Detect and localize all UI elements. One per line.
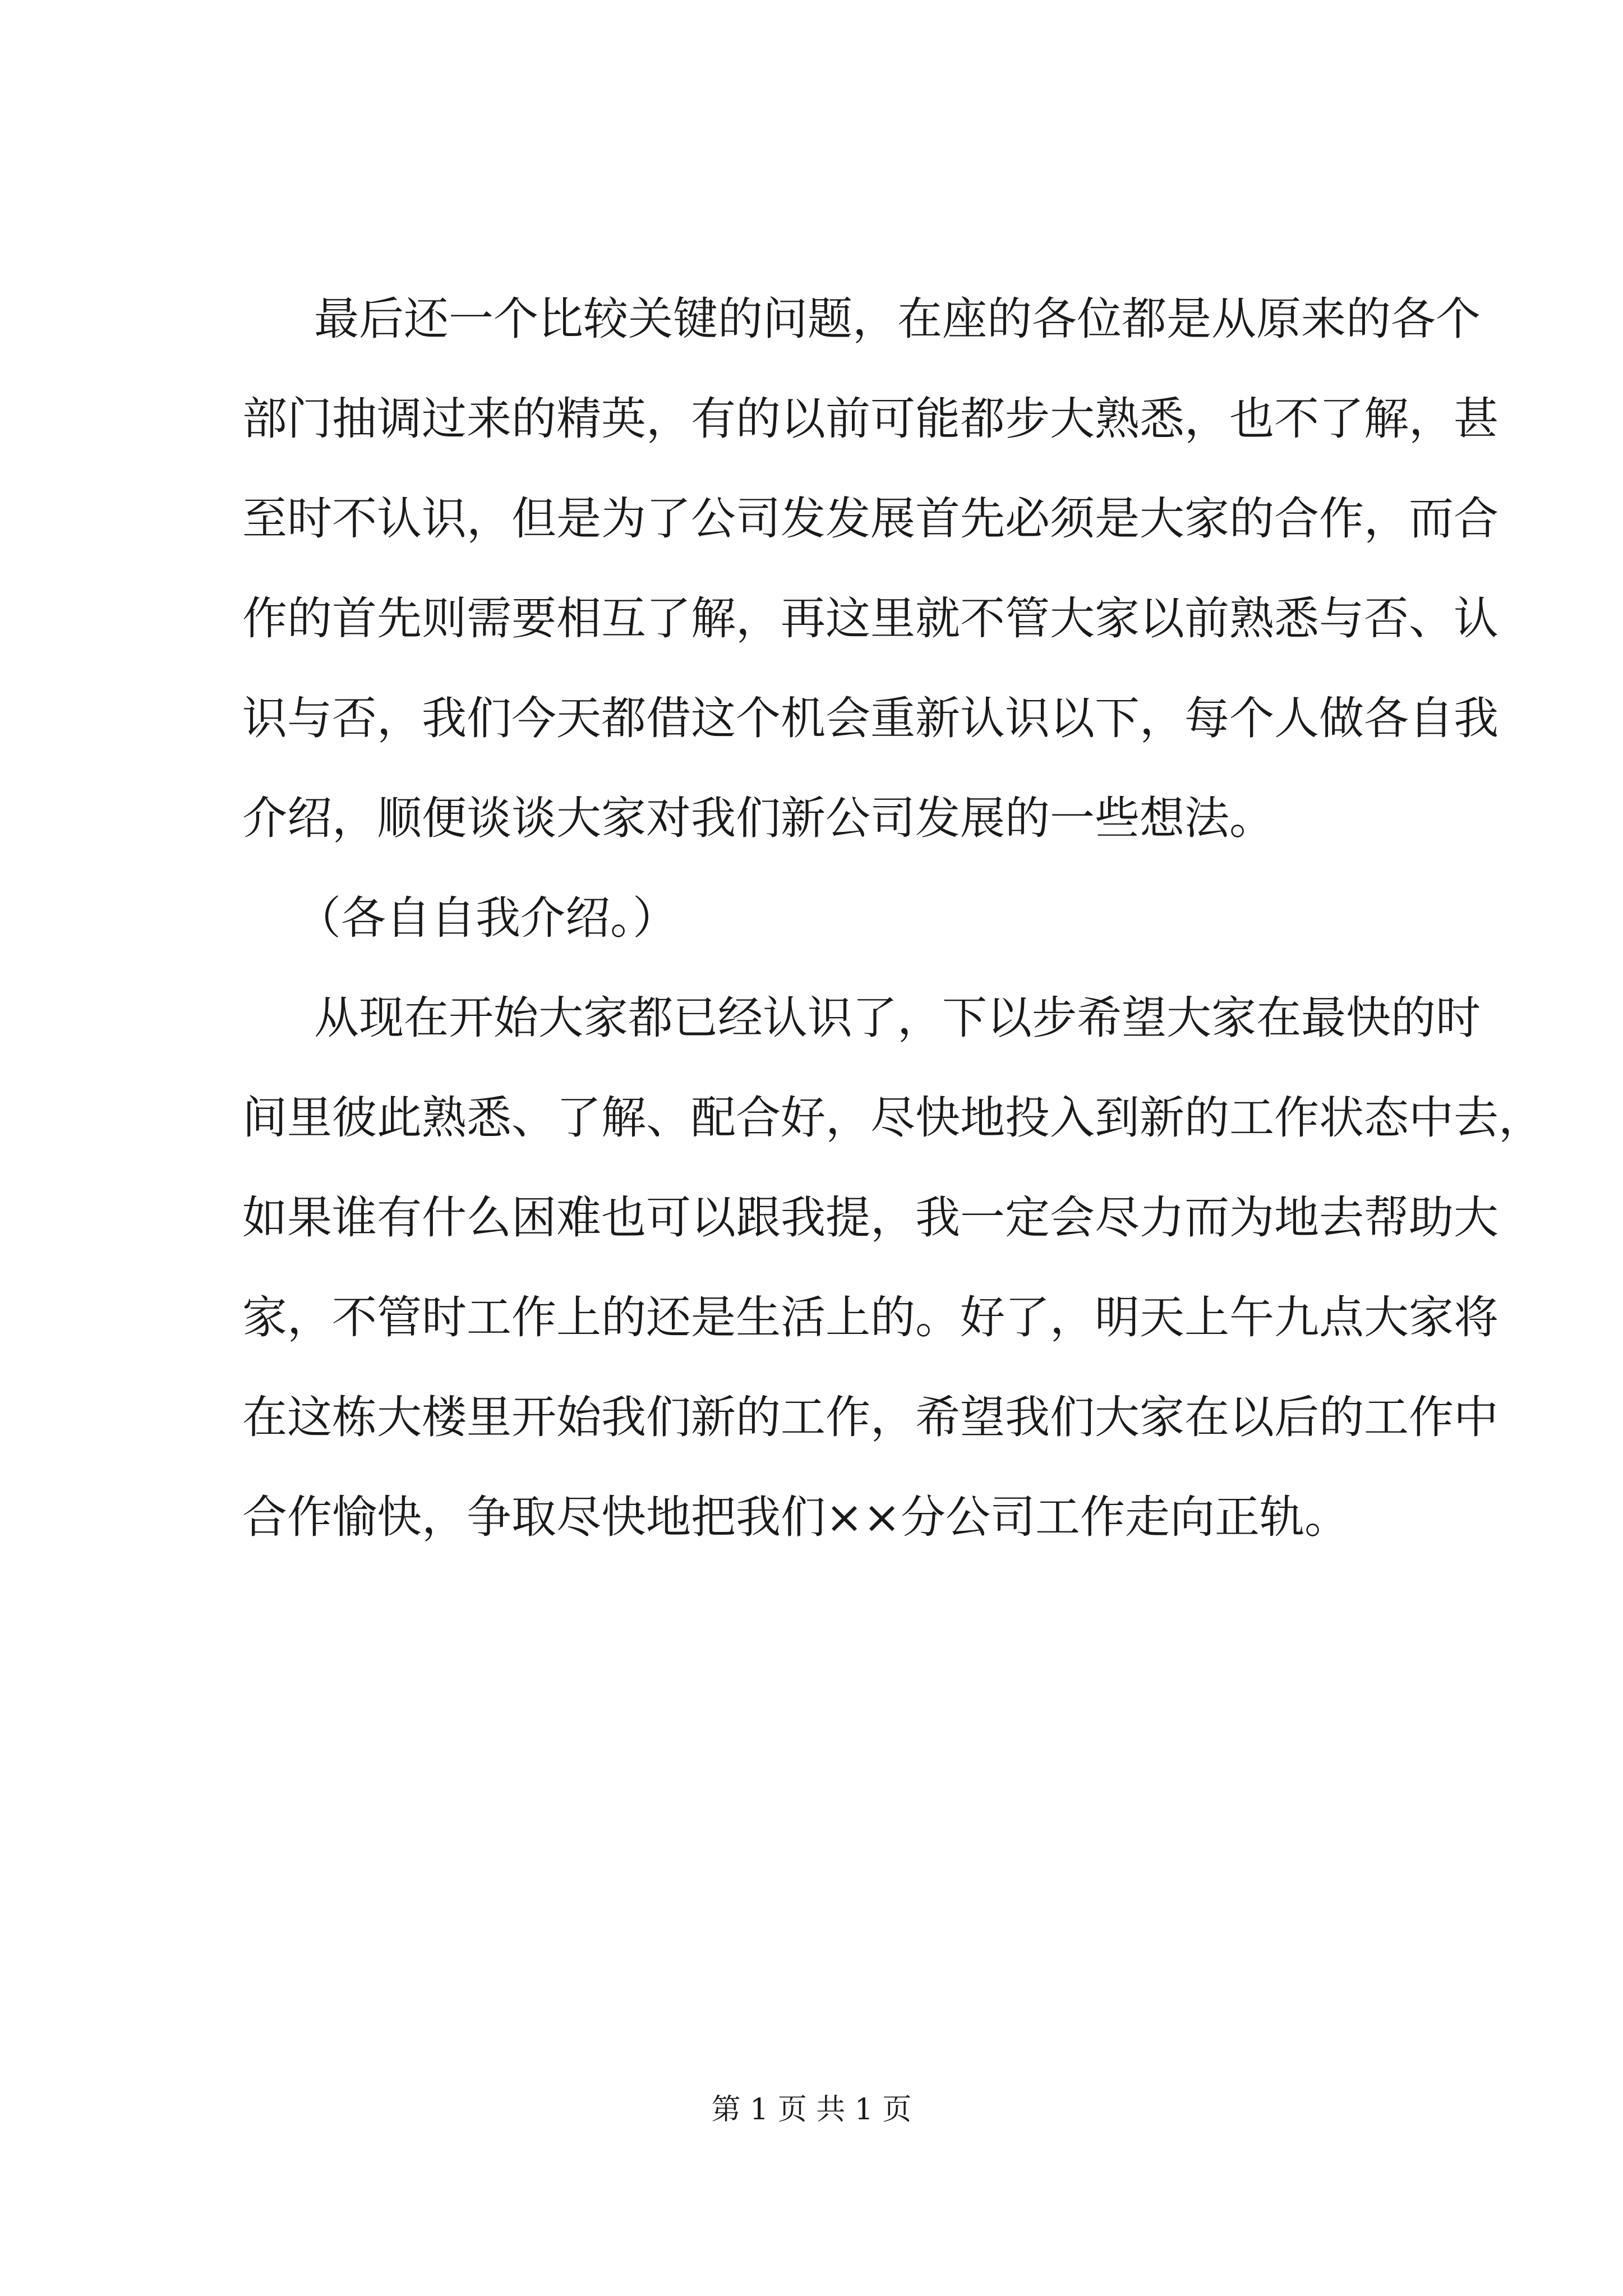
page-number-footer: 第 1 页 共 1 页 — [711, 2093, 912, 2127]
paragraph-line: 最后还一个比较关键的问题，在座的各位都是从原来的各个 — [314, 293, 1481, 345]
paragraph-line: 家，不管时工作上的还是生活上的。好了，明天上午九点大家将 — [242, 1291, 1498, 1343]
paragraph-1 — [242, 269, 1498, 868]
paragraph-line: （各自自我介绍。） — [296, 892, 677, 944]
paragraph-3 — [242, 968, 1543, 1567]
paragraph-line: 至时不认识，但是为了公司发发展首先必须是大家的合作，而合 — [242, 493, 1498, 545]
paragraph-line: 间里彼此熟悉、了解、配合好，尽快地投入到新的工作状态中去， — [242, 1092, 1543, 1144]
paragraph-line: 作的首先则需要相互了解，再这里就不管大家以前熟悉与否、认 — [242, 592, 1498, 645]
paragraph-line: 合作愉快，争取尽快地把我们××分公司工作走向正轨。 — [242, 1491, 1350, 1543]
document-body — [242, 269, 1543, 1567]
paragraph-line: 部门抽调过来的精英，有的以前可能都步大熟悉，也不了解，甚 — [242, 393, 1498, 445]
paragraph-line: 从现在开始大家都已经认识了，下以步希望大家在最快的时 — [314, 992, 1481, 1044]
paragraph-line: 如果谁有什么困难也可以跟我提，我一定会尽力而为地去帮助大 — [242, 1191, 1498, 1244]
paragraph-line: 在这栋大楼里开始我们新的工作，希望我们大家在以后的工作中 — [242, 1391, 1498, 1443]
paragraph-line: 识与否，我们今天都借这个机会重新认识以下，每个人做各自我 — [242, 692, 1498, 744]
paragraph-line: 介绍，顺便谈谈大家对我们新公司发展的一些想法。 — [242, 792, 1274, 844]
paragraph-2 — [242, 868, 1386, 968]
